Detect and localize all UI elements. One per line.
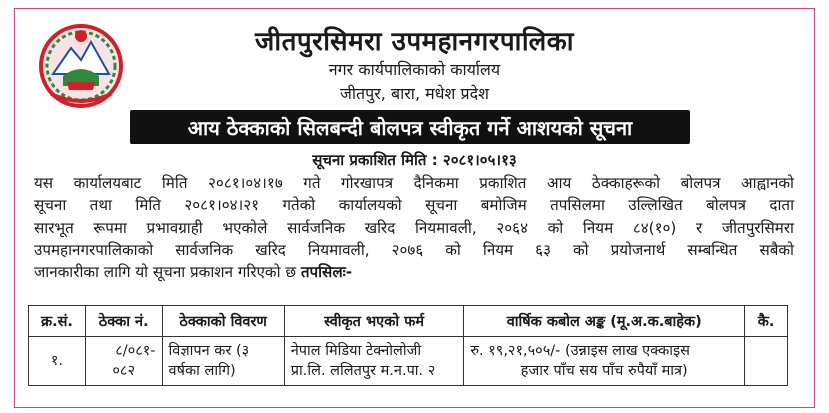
firm-line: प्रा.लि. ललितपुर म.न.पा. २ (290, 363, 436, 379)
notice-title: आय ठेक्काको सिलबन्दी बोलपत्र स्वीकृत गर्ने आशयको सूचना (187, 115, 633, 140)
publication-date: २०८१।०५।१३ (442, 151, 517, 169)
cell-description (162, 337, 284, 386)
publication-date-line (0, 150, 829, 170)
col-header-remarks: कै. (745, 306, 788, 337)
cell-firm (284, 337, 464, 386)
body-line: उपमहानगरपालिकाको सार्वजनिक खरिद नियमावली, २०७६ को नियम ६३ को प्रयोजनार्थ सम्बन्धित सबैको (34, 240, 794, 259)
description-line: विज्ञापन कर (३ (168, 343, 250, 359)
col-header-sn: क्र.सं. (29, 306, 86, 337)
firm-line: नेपाल मिडिया टेक्नोलोजी (290, 343, 422, 359)
body-line (34, 261, 794, 283)
table-row (29, 337, 788, 386)
contract-no-line: ८/०८१- (115, 343, 156, 359)
publication-label: सूचना प्रकाशित मिति : (312, 151, 438, 169)
body-last-text: जानकारीका लागि यो सूचना प्रकाशन गरिएको छ (34, 263, 297, 282)
cell-amount (464, 337, 745, 386)
notice-body (34, 172, 794, 283)
office-address: जीतपुर, बारा, मधेश प्रदेश (340, 84, 489, 103)
col-header-description: ठेक्काको विवरण (162, 306, 284, 337)
notice-title-banner (130, 110, 690, 144)
amount-line: हजार पाँच सय पाँच रुपैयाँ मात्र) (520, 363, 688, 379)
award-table (28, 305, 788, 386)
cell-contract-no (85, 337, 162, 386)
cell-sn: १. (29, 337, 86, 386)
body-line: सूचना तथा मिति २०८१।०४।२१ गतेको कार्यालयको सूचना बमोजिम तपसिलमा उल्लिखित बोलपत्र दाता (34, 196, 794, 215)
municipality-title: जीतपुरसिमरा उपमहानगरपालिका (255, 27, 574, 57)
contract-no-line: ०८२ (112, 363, 135, 379)
col-header-contract-no: ठेक्का नं. (85, 306, 162, 337)
amount-line: रु. १९,२१,५०५/- (उन्नाइस लाख एक्काइस (470, 343, 690, 359)
body-tail: तपसिलः- (300, 263, 352, 282)
col-header-amount: वार्षिक कबोल अङ्क (मू.अ.क.बाहेक) (464, 306, 745, 337)
office-name: नगर कार्यपालिकाको कार्यालय (328, 60, 501, 79)
cell-remarks (745, 337, 788, 386)
description-line: वर्षका लागि) (168, 363, 236, 379)
col-header-firm: स्वीकृत भएको फर्म (284, 306, 464, 337)
body-line: यस कार्यालयबाट मिति २०८१।०४।१७ गते गोरखापत्र दैनिकमा प्रकाशित आय ठेक्काहरूको बोलपत्र आह्वानको (34, 174, 794, 192)
table-header-row (29, 306, 788, 337)
body-line: सारभूत रूपमा प्रभावग्राही भएकोले सार्वजनिक खरिद नियमावली, २०६४ को नियम ८४(१०) र जीतपुरसिमरा (34, 218, 794, 237)
